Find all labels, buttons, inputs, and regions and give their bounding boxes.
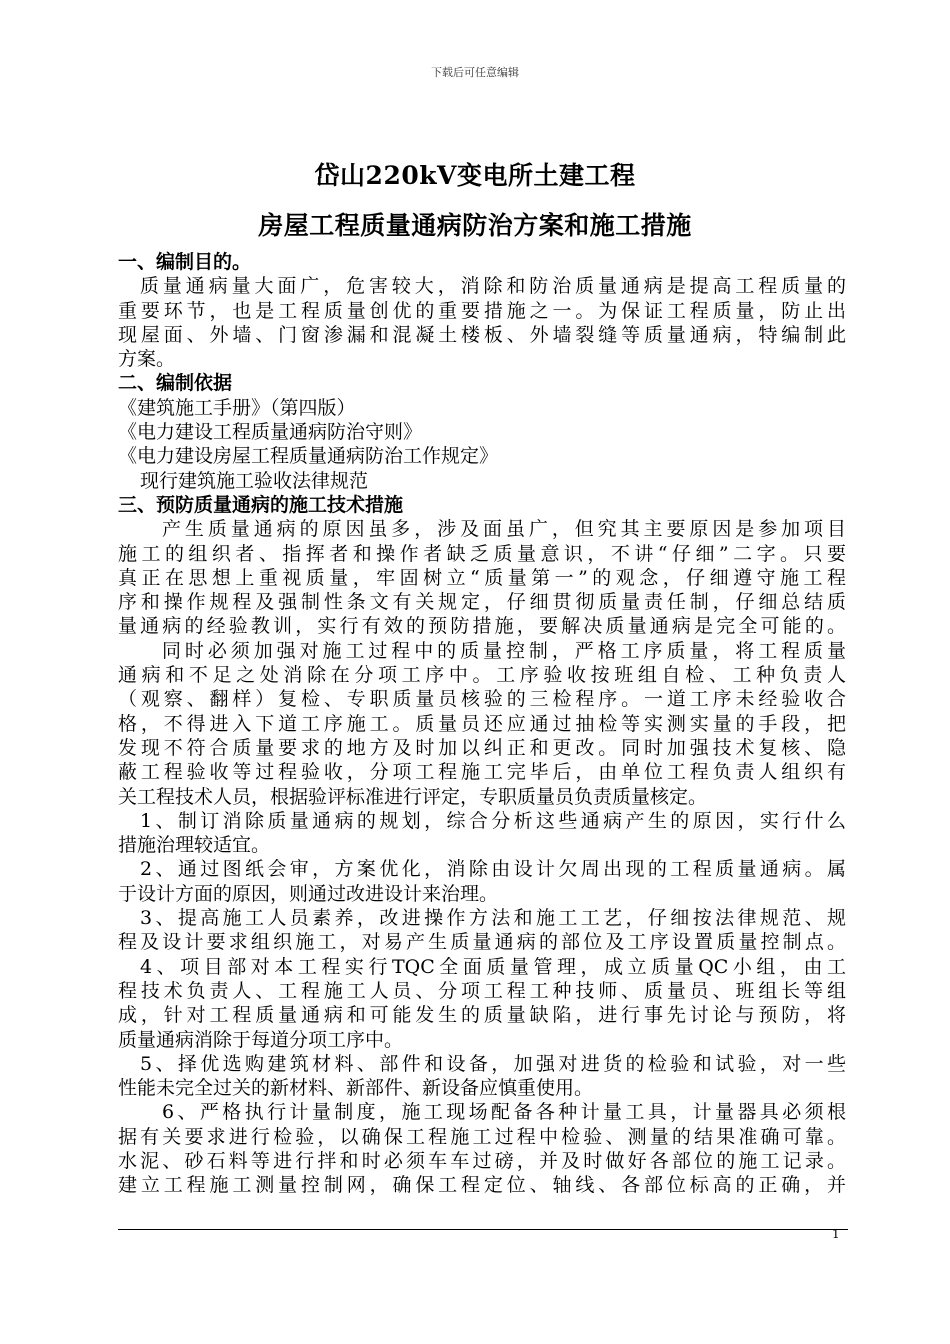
paragraph-line: 于设计方面的原因，则通过改进设计来治理。 — [118, 882, 499, 905]
paragraph-line: 5、择优选购建筑材料、部件和设备，加强对进货的检验和试验，对一些 — [140, 1052, 846, 1075]
paragraph-line: 发现不符合质量要求的地方及时加以纠正和更改。同时加强技术复核、隐 — [118, 736, 846, 759]
paragraph-line: 成，针对工程质量通病和可能发生的质量缺陷，进行事先讨论与预防，将 — [118, 1004, 846, 1027]
section-heading: 一、编制目的。 — [118, 251, 252, 273]
paragraph-line: （观察、翻样）复检、专职质量员核验的三检程序。一道工序未经验收合 — [118, 688, 846, 711]
paragraph-line: 序和操作规程及强制性条文有关规定，仔细贯彻质量责任制，仔细总结质 — [118, 591, 846, 614]
paragraph-line: 1、制订消除质量通病的规划，综合分析这些通病产生的原因，实行什么 — [140, 809, 846, 832]
paragraph-line: 据有关要求进行检验，以确保工程施工过程中检验、测量的结果准确可靠。 — [118, 1125, 846, 1148]
paragraph-line: 3、提高施工人员素养，改进操作方法和施工工艺，仔细按法律规范、规 — [140, 907, 846, 930]
paragraph-line: 2、通过图纸会审，方案优化，消除由设计欠周出现的工程质量通病。属 — [140, 858, 846, 881]
paragraph-line: 措施治理较适宜。 — [118, 834, 271, 857]
paragraph-line: 格，不得进入下道工序施工。质量员还应通过抽检等实测实量的手段，把 — [118, 712, 846, 735]
paragraph-line: 蔽工程验收等过程验收，分项工程施工完毕后，由单位工程负责人组织有 — [118, 761, 846, 784]
paragraph-line: 重要环节，也是工程质量创优的重要措施之一。为保证工程质量，防止出 — [118, 299, 846, 322]
page-header: 下载后可任意编辑 — [431, 66, 519, 79]
paragraph-line: 《建筑施工手册》（第四版） — [118, 396, 356, 419]
paragraph-line: 通病和不足之处消除在分项工序中。工序验收按班组自检、工种负责人 — [118, 664, 846, 687]
paragraph-line: 质量通病量大面广，危害较大，消除和防治质量通病是提高工程质量的 — [140, 275, 846, 298]
paragraph-line: 施工的组织者、指挥者和操作者缺乏质量意识，不讲“仔细”二字。只要 — [118, 542, 846, 565]
paragraph-line: 关工程技术人员，根据验评标准进行评定，专职质量员负责质量核定。 — [118, 785, 708, 808]
paragraph-line: 4、项目部对本工程实行TQC全面质量管理，成立质量QC小组，由工 — [140, 955, 846, 978]
paragraph-line: 现行建筑施工验收法律规范 — [140, 469, 369, 492]
paragraph-line: 程及设计要求组织施工，对易产生质量通病的部位及工序设置质量控制点。 — [118, 931, 846, 954]
paragraph-line: 建立工程施工测量控制网，确保工程定位、轴线、各部位标高的正确，并 — [118, 1174, 846, 1197]
footer-divider — [118, 1229, 848, 1230]
paragraph-line: 《电力建设房屋工程质量通病防治工作规定》 — [118, 445, 499, 468]
paragraph-line: 程技术负责人、工程施工人员、分项工程工种技师、质量员、班组长等组 — [118, 979, 846, 1002]
paragraph-line: 水泥、砂石料等进行拌和时必须车车过磅，并及时做好各部位的施工记录。 — [118, 1149, 846, 1172]
paragraph-line: 6、严格执行计量制度，施工现场配备各种计量工具，计量器具必须根 — [162, 1101, 846, 1124]
paragraph-line: 《电力建设工程质量通病防治守则》 — [118, 421, 423, 444]
paragraph-line: 质量通病消除于每道分项工序中。 — [118, 1028, 404, 1051]
section-heading: 三、预防质量通病的施工技术措施 — [118, 493, 404, 516]
paragraph-line: 方案。 — [118, 348, 176, 371]
document-title-line-2: 房屋工程质量通病防治方案和施工措施 — [258, 211, 692, 240]
paragraph-line: 量通病的经验教训，实行有效的预防措施，要解决质量通病是完全可能的。 — [118, 615, 846, 638]
paragraph-line: 产生质量通病的原因虽多，涉及面虽广，但究其主要原因是参加项目 — [162, 518, 846, 541]
paragraph-line: 真正在思想上重视质量，牢固树立“质量第一”的观念，仔细遵守施工程 — [118, 566, 846, 589]
document-title-line-1: 岱山220kV变电所土建工程 — [314, 161, 636, 190]
paragraph-line: 性能未完全过关的新材料、新部件、新设备应慎重使用。 — [118, 1077, 594, 1100]
section-heading: 二、编制依据 — [118, 372, 233, 395]
paragraph-line: 同时必须加强对施工过程中的质量控制，严格工序质量，将工程质量 — [162, 639, 846, 662]
document-body — [118, 250, 846, 1198]
paragraph-line: 现屋面、外墙、门窗渗漏和混凝土楼板、外墙裂缝等质量通病，特编制此 — [118, 323, 846, 346]
page-number: 1 — [832, 1227, 840, 1241]
